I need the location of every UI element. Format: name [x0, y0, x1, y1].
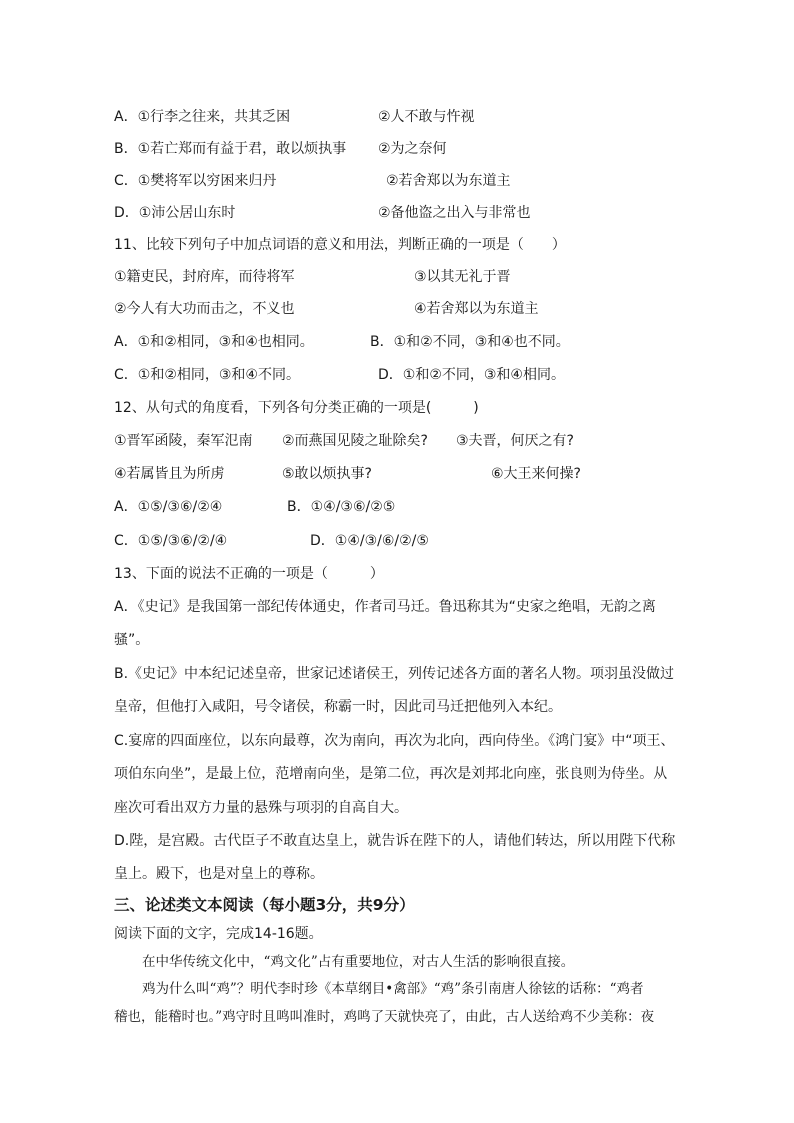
q13-option-a-line1: A．《史记》是我国第一部纪传体通史，作者司马迁。鲁迅称其为“史家之绝唱，无韵之离: [114, 599, 656, 615]
q13-option-c-line1: C.宴席的四面座位，以东向最尊，次为南向，再次为北向，西向侍坐。《鸿门宴》中“项王、: [114, 733, 675, 749]
q12-sentence-1: ①晋军函陵，秦军氾南: [114, 433, 253, 449]
q13-option-c-line2: 项伯东向坐”，是最上位，范增南向坐，是第二位，再次是刘邦北向座，张良则为侍坐。从: [114, 766, 668, 782]
q11-option-d: D．①和②不同，③和④相同。: [378, 367, 565, 383]
q12-sentence-6: ⑥大王来何操?: [491, 466, 581, 482]
reading-instruction: 阅读下面的文字，完成14-16题。: [114, 926, 323, 942]
q10-option-a-right: ②人不敢与忤视: [378, 109, 475, 125]
passage-paragraph-1: 在中华传统文化中，“鸡文化”占有重要地位，对古人生活的影响很直接。: [142, 954, 575, 970]
q13-stem: 13、下面的说法不正确的一项是（ ）: [114, 566, 384, 582]
q12-stem: 12、从句式的角度看，下列各句分类正确的一项是( ): [114, 400, 479, 416]
q10-option-c-right: ②若舍郑以为东道主: [386, 173, 511, 189]
q10-option-d-right: ②备他盗之出入与非常也: [378, 205, 531, 221]
q11-sentence-3: ③以其无礼于晋: [414, 269, 511, 285]
q12-option-d: D．①④/③/⑥/②/⑤: [310, 533, 429, 549]
q12-option-b: B．①④/③⑥/②⑤: [287, 499, 396, 515]
q13-option-b-line1: B.《史记》中本纪记述皇帝，世家记述诸侯王，列传记述各方面的著名人物。项羽虽没做过: [114, 666, 675, 682]
q11-sentence-4: ④若舍郑以为东道主: [414, 301, 539, 317]
q11-sentence-1: ①籍吏民，封府库，而待将军: [114, 269, 295, 285]
q10-option-c-left: C．①樊将军以穷困来归丹: [114, 173, 277, 189]
q10-option-a-left: A．①行李之往来，共其乏困: [114, 109, 291, 125]
passage-paragraph-2-line2: 稽也，能稽时也。”鸡守时且鸣叫准时，鸡鸣了天就快亮了，由此，古人送给鸡不少美称：夜: [114, 1009, 655, 1025]
section-heading: 三、论述类文本阅读（每小题3分，共9分）: [114, 896, 415, 914]
q10-option-b-left: B．①若亡郑而有益于君，敢以烦执事: [114, 141, 347, 157]
q12-sentence-3: ③夫晋，何厌之有?: [456, 433, 574, 449]
q11-option-b: B．①和②不同，③和④也不同。: [370, 334, 570, 350]
passage-paragraph-2-line1: 鸡为什么叫“鸡”？明代李时珍《本草纲目•禽部》“鸡”条引南唐人徐铉的话称：“鸡者: [142, 981, 644, 997]
q12-sentence-4: ④若属皆且为所虏: [114, 466, 225, 482]
q13-option-a-line2: 骚”。: [114, 632, 150, 648]
q12-option-a: A．①⑤/③⑥/②④: [114, 499, 223, 515]
q12-sentence-5: ⑤敢以烦执事?: [282, 466, 372, 482]
q11-sentence-2: ②今人有大功而击之，不义也: [114, 301, 295, 317]
q11-option-c: C．①和②相同，③和④不同。: [114, 367, 300, 383]
q12-sentence-2: ②而燕国见陵之耻除矣?: [282, 433, 428, 449]
q13-option-c-line3: 座次可看出双方力量的悬殊与项羽的自高自大。: [114, 800, 408, 816]
q11-option-a: A．①和②相同，③和④也相同。: [114, 334, 314, 350]
q11-stem: 11、比较下列句子中加点词语的意义和用法，判断正确的一项是（ ）: [114, 237, 566, 253]
q12-option-c: C．①⑤/③⑥/②/④: [114, 533, 228, 549]
q10-option-b-right: ②为之奈何: [378, 141, 447, 157]
q13-option-d-line2: 皇上。殿下，也是对皇上的尊称。: [114, 866, 324, 882]
q10-option-d-left: D．①沛公居山东时: [114, 205, 236, 221]
q13-option-b-line2: 皇帝，但他打入咸阳，号令诸侯，称霸一时，因此司马迁把他列入本纪。: [114, 699, 562, 715]
q13-option-d-line1: D.陛，是宫殿。古代臣子不敢直达皇上，就告诉在陛下的人，请他们转达，所以用陛下代称: [114, 833, 676, 849]
